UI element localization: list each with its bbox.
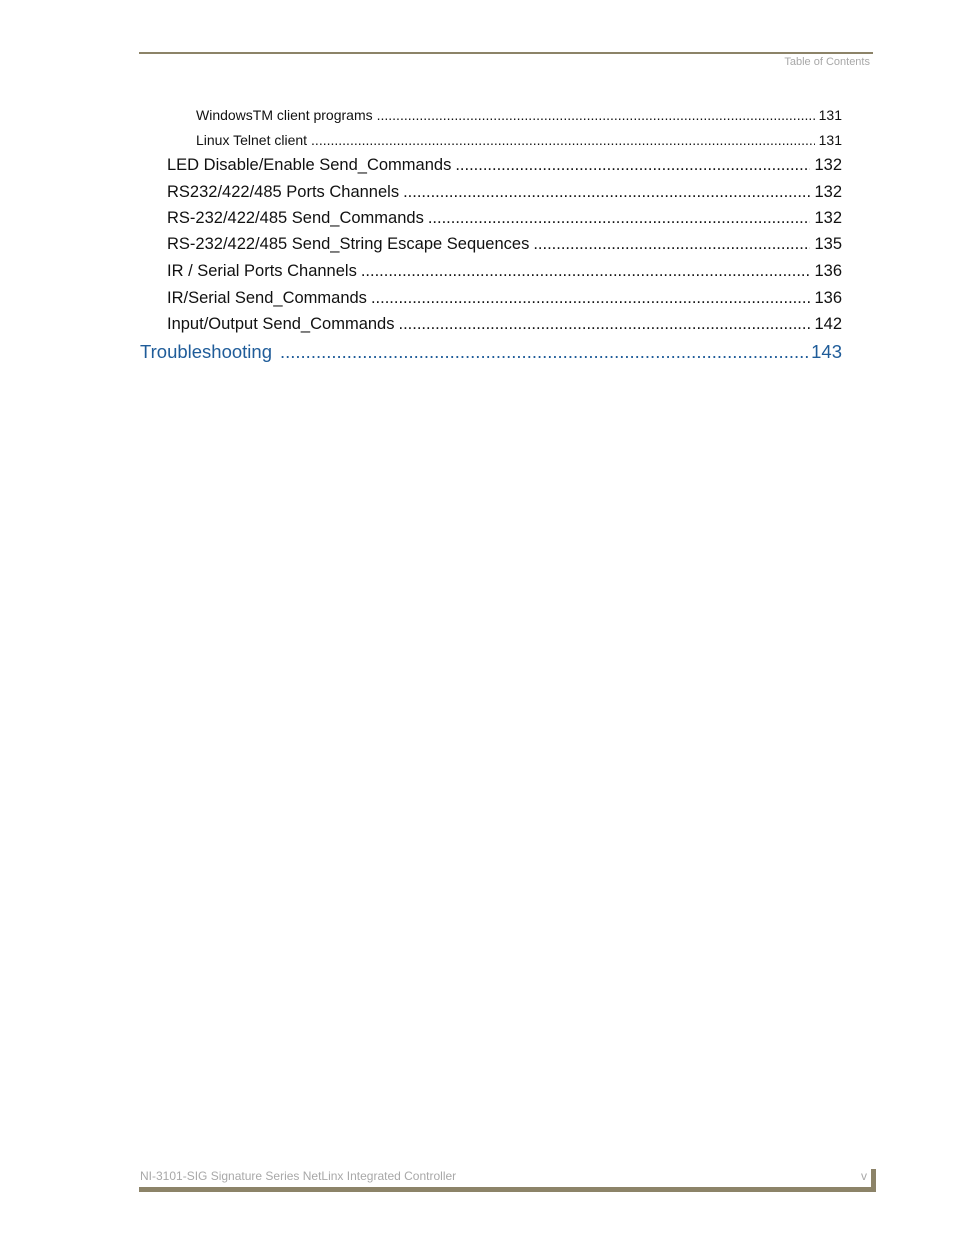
dot-leader <box>455 156 810 175</box>
dot-leader <box>428 209 811 228</box>
toc-entry-page: 136 <box>814 289 842 307</box>
toc-entry-label: Input/Output Send_Commands <box>167 315 395 333</box>
header-rule <box>139 52 873 54</box>
dot-leader <box>371 289 811 308</box>
footer-page-number: v <box>861 1169 867 1183</box>
toc-entry-label: IR/Serial Send_Commands <box>167 289 367 307</box>
dot-leader <box>311 132 815 148</box>
toc-entry-page: 131 <box>818 132 842 148</box>
toc-entry-label: RS232/422/485 Ports Channels <box>167 183 400 201</box>
toc-entry-label: RS-232/422/485 Send_Commands <box>167 209 424 227</box>
dot-leader <box>280 341 811 363</box>
toc-entry-label: IR / Serial Ports Channels <box>167 262 357 280</box>
dot-leader <box>377 107 815 123</box>
toc-entry[interactable] <box>196 107 842 123</box>
toc-entry[interactable] <box>167 235 842 254</box>
toc-entry-label: Troubleshooting <box>140 341 272 362</box>
toc-entry-page: 136 <box>814 262 842 280</box>
toc-chapter-entry[interactable] <box>140 341 842 363</box>
footer-title: NI-3101-SIG Signature Series NetLinx Integrated Controller <box>140 1169 457 1183</box>
toc-entry-label: RS-232/422/485 Send_String Escape Sequences <box>167 235 530 253</box>
toc-entry-page: 135 <box>814 235 842 253</box>
footer-rule-end <box>871 1169 876 1192</box>
toc-entry-page: 132 <box>814 183 842 201</box>
toc-entry-page: 132 <box>814 156 842 174</box>
footer-rule <box>139 1187 873 1192</box>
header-title: Table of Contents <box>784 56 870 68</box>
dot-leader <box>533 235 810 254</box>
dot-leader <box>398 315 810 334</box>
toc-entry-page: 143 <box>811 341 842 362</box>
toc-entry-page: 131 <box>818 107 842 123</box>
toc-entry-page: 132 <box>814 209 842 227</box>
toc-entry-label: LED Disable/Enable Send_Commands <box>167 156 452 174</box>
dot-leader <box>403 183 810 202</box>
dot-leader <box>361 262 811 281</box>
toc-entry[interactable] <box>167 156 842 175</box>
toc-entry[interactable] <box>167 183 842 202</box>
toc-entry[interactable] <box>196 132 842 148</box>
toc-entry-label: Linux Telnet client <box>196 132 308 148</box>
toc-entry-label: WindowsTM client programs <box>196 107 373 123</box>
toc-entry[interactable] <box>167 315 842 334</box>
toc-entry-page: 142 <box>814 315 842 333</box>
toc-entry[interactable] <box>167 209 842 228</box>
toc-entry[interactable] <box>167 289 842 308</box>
toc-entry[interactable] <box>167 262 842 281</box>
